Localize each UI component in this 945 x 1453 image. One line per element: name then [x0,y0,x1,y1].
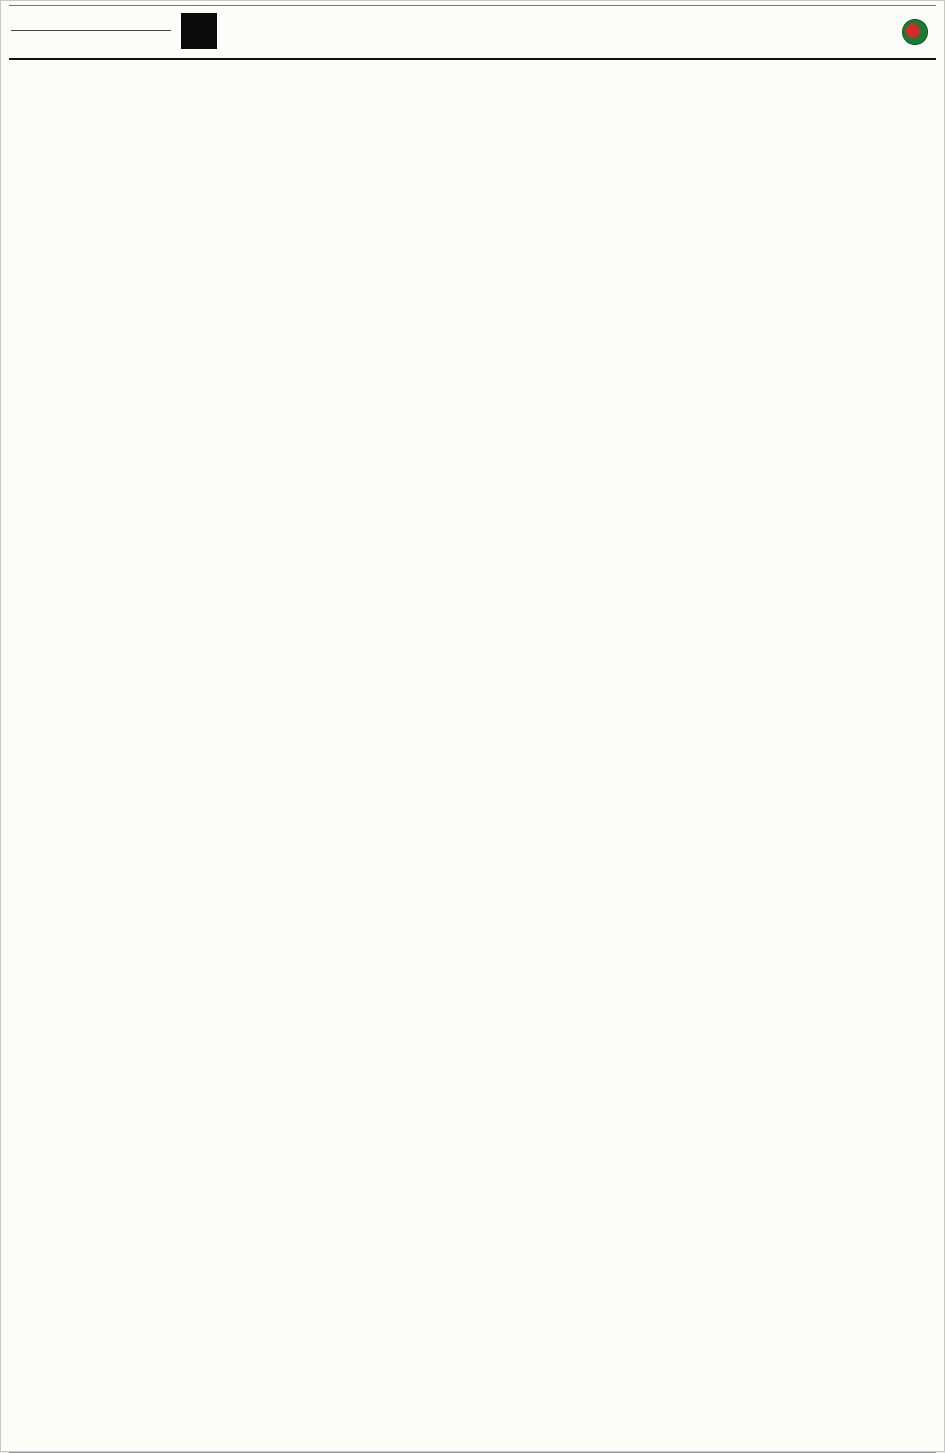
date-line [11,31,171,33]
columns-container [9,60,936,1453]
date-block [11,29,171,33]
brand-logo-icon [902,19,928,45]
masthead-brand [902,18,934,45]
masthead-row [902,19,934,45]
page-header [9,5,936,60]
page-number-box [181,13,217,49]
